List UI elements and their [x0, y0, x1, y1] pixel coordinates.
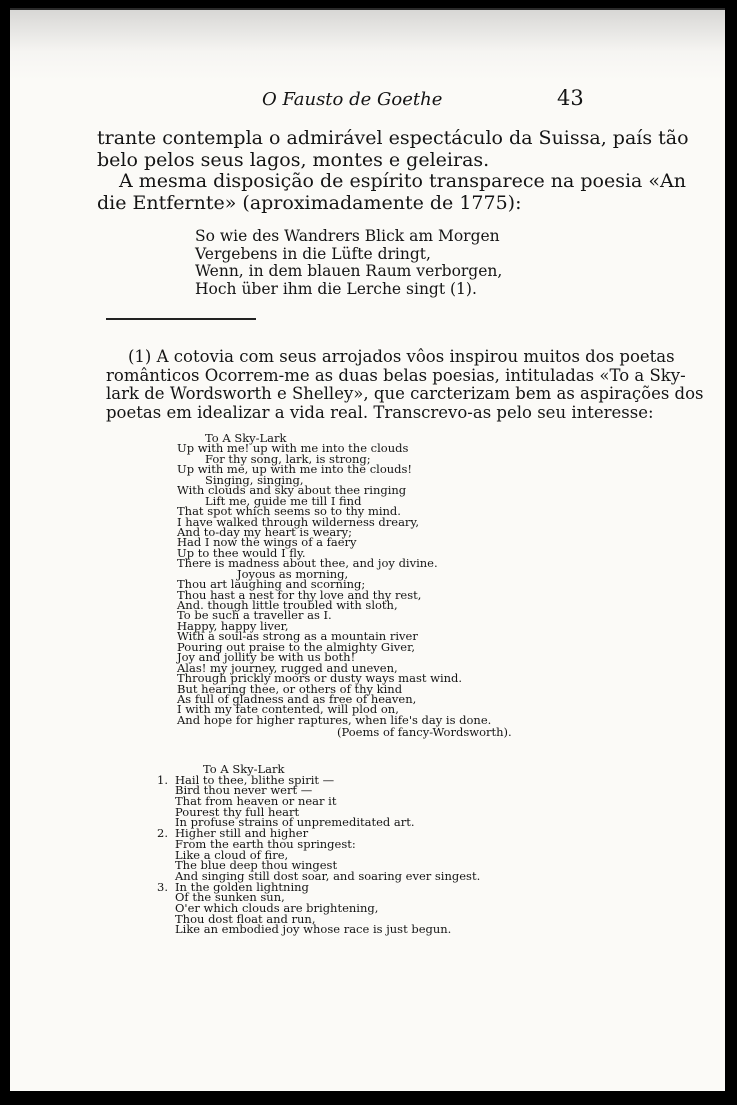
poem-line: Pouring out praise to the almighty Giver, [177, 639, 415, 654]
footnote-line: românticos Ocorrem-me as duas belas poesias, intituladas «To a Sky- [106, 365, 686, 385]
scan-shadow [10, 10, 725, 80]
poem-line: Joy and jollity be with us both! [177, 650, 356, 665]
footnote-divider [106, 318, 256, 320]
stanza-number: 2. [157, 826, 168, 841]
shelley-poem [157, 764, 480, 935]
page-number: 43 [557, 86, 584, 110]
poem-line: And hope for higher raptures, when life's day is done. [177, 712, 492, 727]
body-line: trante contempla o admirável espectáculo da Suissa, país tão [97, 127, 689, 149]
poem-line: Bird thou never wert — [175, 783, 313, 798]
poem-line: Through prickly moors or dusty ways mast wind. [177, 671, 463, 686]
poem-line: I have walked through wilderness dreary, [177, 514, 420, 529]
poem-line: Like an embodied joy whose race is just begun. [175, 922, 452, 937]
footnote-line: (1) A cotovia com seus arrojados vôos inspirou muitos dos poetas [128, 347, 675, 366]
poem-line: Up to thee would I fly. [177, 545, 306, 560]
poem-line: O'er which clouds are brightening, [175, 900, 379, 915]
footnote [106, 348, 704, 422]
poem-line: And. though little troubled with sloth, [177, 598, 398, 612]
poem-line: Up with me, up with me into the clouds! [177, 462, 413, 477]
poem-line: Pourest thy full heart [175, 804, 300, 819]
poem-line: Wenn, in dem blauen Raum verborgen, [195, 262, 503, 280]
stanza-number: 1. [157, 772, 168, 787]
poem-line: Had I now the wings of a faery [177, 535, 357, 550]
footnote-line: poetas em idealizar a vida real. Transcrevo-as pelo seu interesse: [106, 402, 654, 422]
poem-line: So wie des Wandrers Blick am Morgen [195, 227, 500, 245]
body-line: A mesma disposição de espírito transparece na poesia «An [119, 170, 686, 192]
poem-line: Happy, happy liver, [177, 618, 289, 633]
poem-line: Joyous as morning, [237, 566, 349, 581]
poem-line: The blue deep thou wingest [175, 858, 338, 873]
poem-line: Hoch über ihm die Lerche singt (1). [195, 279, 477, 298]
poem-title: To A Sky-Lark [205, 431, 287, 445]
poem-title: To A Sky-Lark [203, 762, 285, 776]
wordsworth-poem [177, 433, 512, 738]
poem-line: Up with me! up with me into the clouds [177, 441, 409, 456]
poem-line: Thou art laughing and scorning; [177, 577, 366, 592]
running-title: O Fausto de Goethe [262, 89, 443, 110]
poem-line: And to-day my heart is weary; [177, 524, 353, 539]
poem-line-text: Higher still and higher [175, 826, 309, 841]
poem-line: Of the sunken sun, [175, 890, 285, 905]
poem-line: Vergebens in die Lüfte dringt, [195, 244, 431, 263]
poem-line: There is madness about thee, and joy divine. [177, 556, 438, 571]
poem-line: For thy song, lark, is strong; [205, 451, 371, 466]
poem-line: And singing still dost soar, and soaring ever singest. [175, 868, 481, 883]
poem-line: To be such a traveller as I. [177, 608, 332, 623]
poem-credit: (Poems of fancy-Wordsworth). [337, 725, 512, 740]
poem-line-text: Hail to thee, blithe spirit — [175, 772, 335, 787]
poem-line: That from heaven or near it [175, 794, 337, 809]
body-paragraph [97, 128, 689, 214]
footnote-line: lark de Wordsworth e Shelley», que carcterizam bem as aspirações dos [106, 384, 704, 403]
body-line: die Entfernte» (aproximadamente de 1775): [97, 191, 522, 214]
poem-line: Singing, singing, [205, 472, 304, 487]
poem-line-text: In the golden lightning [175, 879, 309, 894]
poem-line: But hearing thee, or others of thy kind [177, 681, 403, 696]
poem-line: In profuse strains of unpremeditated art. [175, 815, 415, 830]
poem-line: I with my fate contented, will plod on, [177, 702, 399, 717]
poem-line: Thou dost float and run, [175, 911, 316, 926]
body-line: belo pelos seus lagos, montes e geleiras. [97, 148, 490, 171]
stanza-number: 3. [157, 879, 168, 894]
poem-line: Thou hast a nest for thy love and thy rest, [177, 587, 422, 602]
poem-line: That spot which seems so to thy mind. [177, 504, 401, 519]
poem-line: Alas! my journey, rugged and uneven, [177, 660, 398, 675]
poem-line: With a soul-as strong as a mountain river [177, 629, 418, 644]
poem-line: With clouds and sky about thee ringing [177, 483, 407, 498]
poem-line: As full of gladness and as free of heaven, [177, 691, 417, 706]
poem-line: From the earth thou springest: [175, 836, 356, 851]
poem-line: Lift me, guide me till I find [205, 493, 362, 508]
poem-line: Like a cloud of fire, [175, 847, 289, 862]
goethe-poem [195, 228, 502, 298]
